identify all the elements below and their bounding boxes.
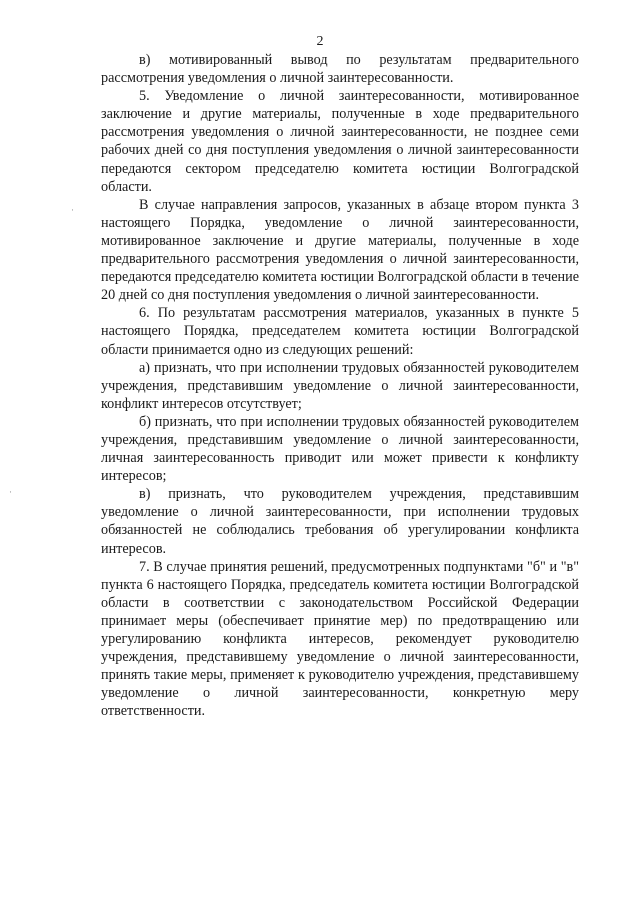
paragraph: в) признать, что руководителем учреждения, представившим уведомление о личной заинтересованности, при исполнении трудовых обязанностей не соблюдались требования об урегулировании конфликта интересов.: [101, 486, 579, 557]
margin-mark: ·: [71, 205, 74, 215]
paragraph: 5. Уведомление о личной заинтересованности, мотивированное заключение и другие материалы, полученные в ходе предварительного рассмотрения уведомления о личной заинтересованности, не позднее семи рабочих дней со дня поступления уведомления о личной заинтересованности передаются сектором председателю комитета юстиции Волгоградской области.: [101, 88, 579, 195]
margin-mark: ·: [9, 487, 12, 497]
page-number: 2: [316, 34, 324, 49]
paragraph: В случае направления запросов, указанных в абзаце втором пункта 3 настоящего Порядка, уведомление о личной заинтересованности, мотивированное заключение и другие материалы, полученные в ходе предварительного рассмотрения уведомления о личной заинтересованности, передаются председателю комитета юстиции Волгоградской области в течение 20 дней со дня поступления уведомления о личной заинтересованности.: [101, 196, 579, 304]
paragraph: а) признать, что при исполнении трудовых обязанностей руководителем учреждения, представившим уведомление о личной заинтересованности, конфликт интересов отсутствует;: [101, 359, 579, 412]
paragraph: в) мотивированный вывод по результатам предварительного рассмотрения уведомления о личной заинтересованности.: [101, 52, 579, 87]
document-body: [101, 51, 579, 720]
paragraph: 7. В случае принятия решений, предусмотренных подпунктами "б" и "в" пункта 6 настоящего Порядка, председатель комитета юстиции Волгоградской области в соответствии с законодательством Российской Федерации принимает меры (обеспечивает принятие мер) по предотвращению или урегулированию конфликта интересов, рекомендует руководителю учреждения, представившему уведомление о личной заинтересованности, принять такие меры, применяет к руководителю учреждения, представившему уведомление о личной заинтересованности, конкретную меру ответственности.: [101, 558, 579, 720]
paragraph: 6. По результатам рассмотрения материалов, указанных в пункте 5 настоящего Порядка, председателем комитета юстиции Волгоградской области принимается одно из следующих решений:: [101, 305, 579, 358]
paragraph: б) признать, что при исполнении трудовых обязанностей руководителем учреждения, представившим уведомление о личной заинтересованности, личная заинтересованность приводит или может привести к конфликту интересов;: [101, 413, 579, 485]
